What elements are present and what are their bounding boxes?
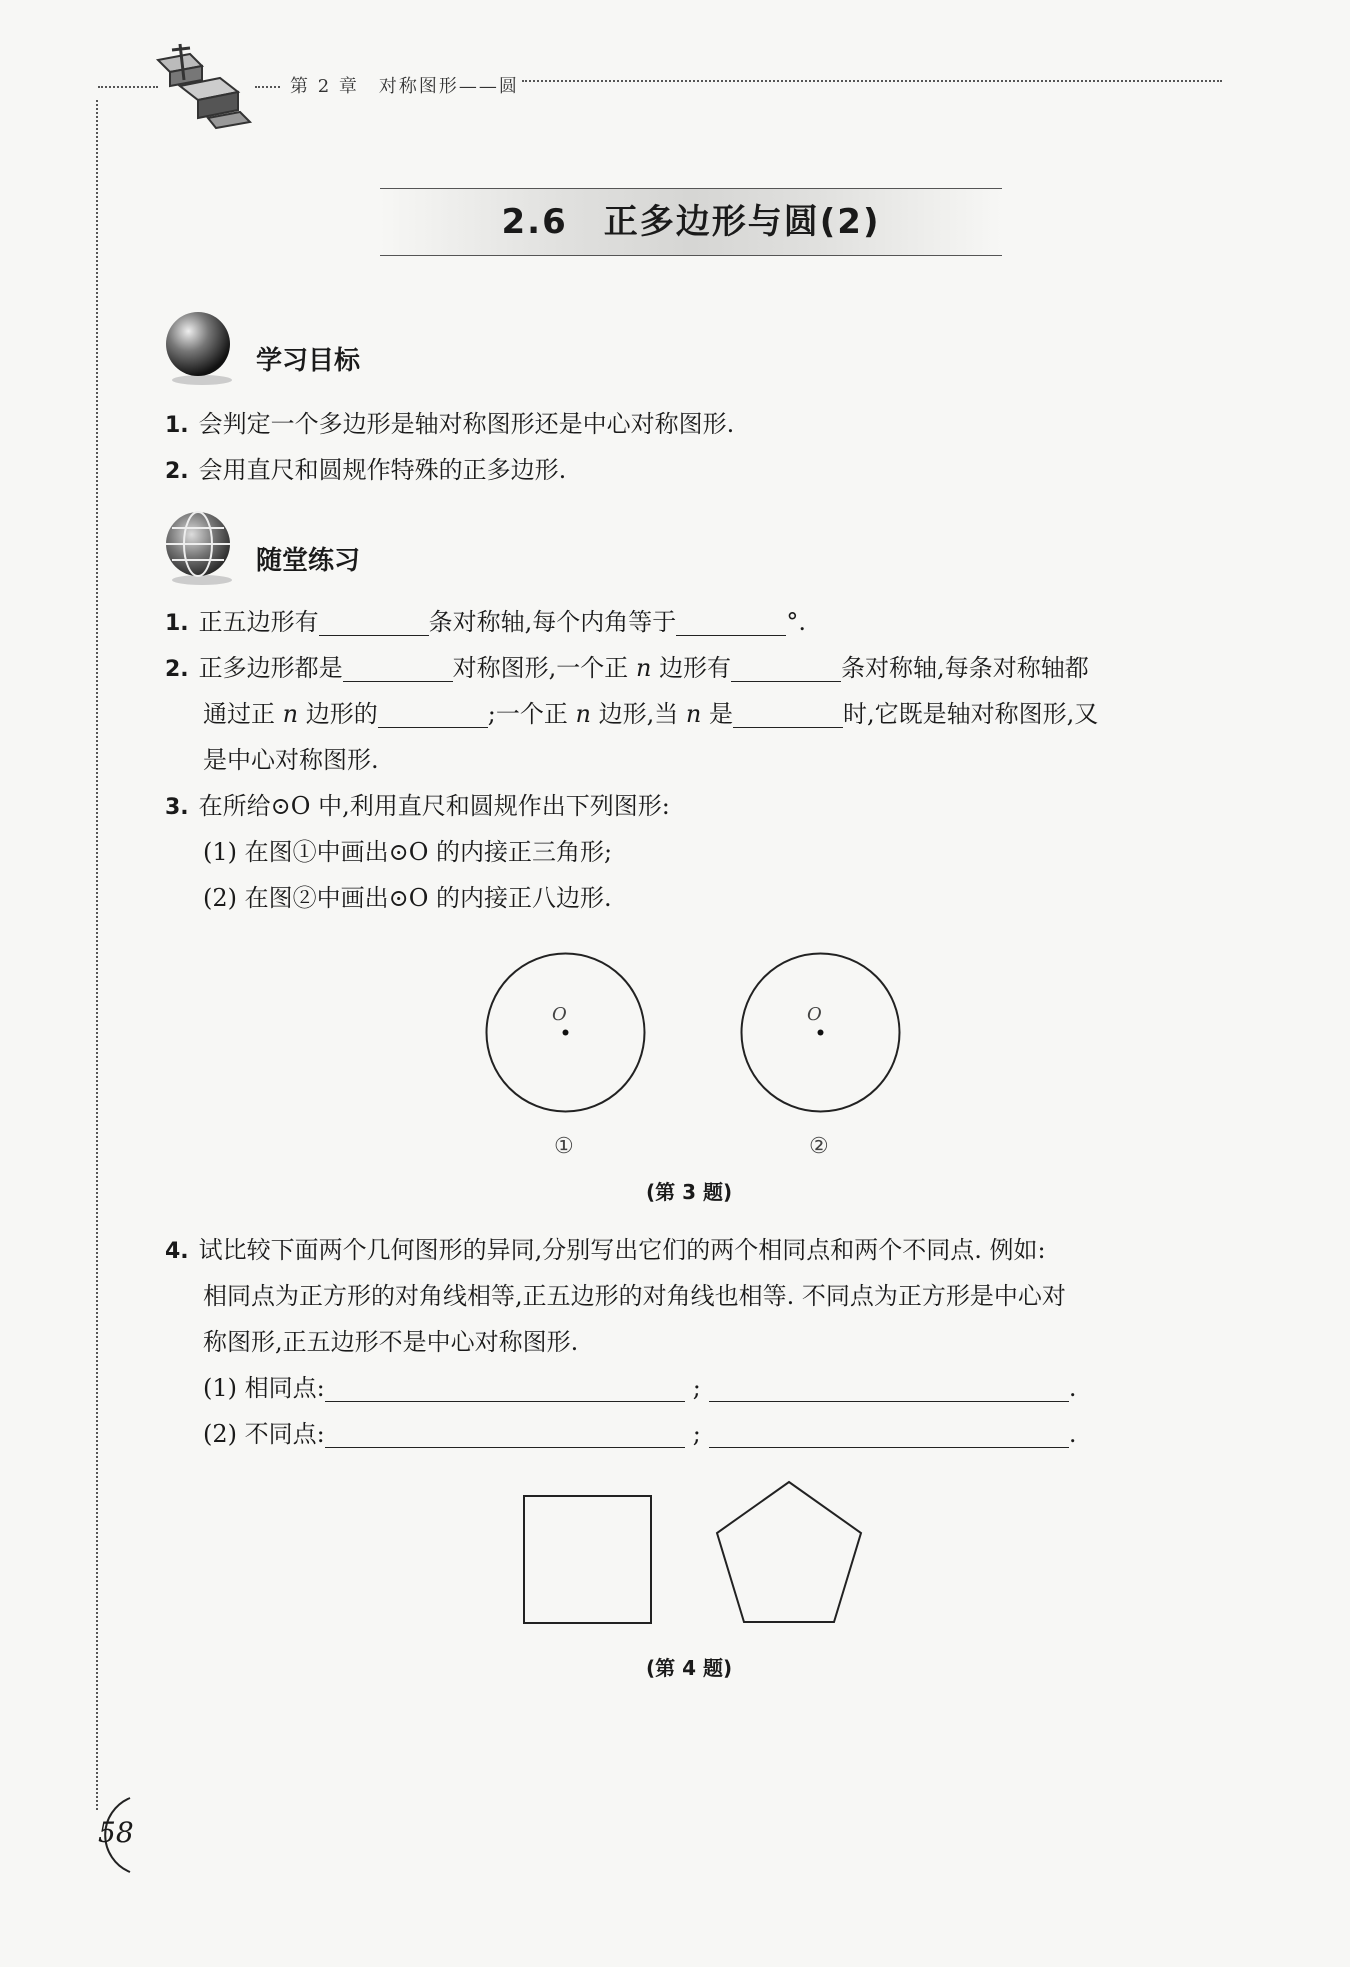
q2-blank-1[interactable] [343,651,453,682]
q2-blank-2[interactable] [731,651,841,682]
objective-2 [165,447,566,495]
objective-2-text: 会用直尺和圆规作特殊的正多边形. [198,456,567,484]
q4-num: 4. [165,1239,189,1264]
q2-num: 2. [165,657,189,682]
q4-same-blank-1[interactable] [325,1371,685,1402]
q3-figure-1-circle [483,950,648,1115]
q4-sub1-semicolon: ; [692,1374,701,1402]
q4-caption: (第 4 题) [646,1656,733,1680]
sphere-icon [160,308,240,388]
section-title-banner [380,188,1002,256]
q2-l1d: 条对称轴,每条对称轴都 [841,654,1089,682]
q1-num: 1. [165,611,189,636]
q2-l1a: 正多边形都是 [198,654,343,682]
q2-n-3: n [575,700,591,728]
q3-sub-2: (2) 在图②中画出⊙O 的内接正八边形. [203,884,612,912]
header-rule-left [98,86,158,88]
q2-n-2: n [282,700,299,728]
q4-diff-blank-1[interactable] [325,1417,685,1448]
q2-blank-3[interactable] [378,697,488,728]
practice-heading: 随堂练习 [256,546,361,576]
books-logo-icon [150,40,260,130]
objective-1-num: 1. [165,413,189,438]
q4-sub2-period: . [1068,1420,1077,1448]
q4-diff-blank-2[interactable] [709,1417,1069,1448]
q2-l1b: 对称图形,一个正 [452,654,629,682]
q2-l2a: 通过正 [203,700,275,728]
q4-square-figure [520,1492,655,1627]
question-4-line-1 [165,1227,1046,1275]
q4-pentagon-figure [712,1478,866,1628]
objective-1-text: 会判定一个多边形是轴对称图形还是中心对称图形. [198,410,735,438]
q1-text-c: °. [786,608,806,636]
q2-l1c: 边形有 [659,654,732,682]
q3-sub-1: (1) 在图①中画出⊙O 的内接正三角形; [203,838,613,866]
q2-l2c: ;一个正 [487,700,568,728]
q2-l2d: 边形,当 [598,700,679,728]
q2-n-4: n [685,700,702,728]
q3-fig2-label: ② [809,1134,829,1159]
objective-1 [165,401,734,449]
q4-sub-1 [203,1365,1076,1411]
q2-l2f: 时,它既是轴对称图形,又 [842,700,1099,728]
question-4-line-3: 称图形,正五边形不是中心对称图形. [203,1328,579,1356]
question-1 [165,599,806,647]
q3-text: 在所给⊙O 中,利用直尺和圆规作出下列图形: [198,792,670,820]
page-number: 58 [98,1816,134,1849]
q3-num: 3. [165,795,189,820]
q4-sub2-label: (2) 不同点: [203,1420,325,1448]
header-rule-right [522,80,1222,82]
q1-text-b: 条对称轴,每个内角等于 [428,608,677,636]
q3-caption: (第 3 题) [646,1180,733,1204]
q3-fig1-label: ① [554,1134,574,1159]
section-title: 2.6 正多边形与圆(2) [501,202,881,242]
q2-l2b: 边形的 [305,700,378,728]
q2-l3: 是中心对称图形. [203,746,379,774]
q4-sub-2 [203,1411,1076,1457]
q4-l1: 试比较下面两个几何图形的异同,分别写出它们的两个相同点和两个不同点. 例如: [198,1236,1046,1264]
question-2-line-2 [203,691,1098,737]
page-margin-rule [96,100,98,1810]
q4-sub1-label: (1) 相同点: [203,1374,325,1402]
objective-2-num: 2. [165,459,189,484]
q4-sub1-period: . [1068,1374,1077,1402]
question-2-line-3 [203,737,379,783]
q1-text-a: 正五边形有 [198,608,319,636]
objectives-heading: 学习目标 [256,346,361,376]
question-3 [165,783,670,831]
q2-n-1: n [635,654,652,682]
header-rule-mid [255,86,280,88]
q4-same-blank-2[interactable] [709,1371,1069,1402]
globe-icon [160,508,240,588]
question-4-line-2: 相同点为正方形的对角线相等,正五边形的对角线也相等. 不同点为正方形是中心对 [203,1282,1066,1310]
q3-fig1-center-label: O [552,1004,567,1025]
q2-blank-4[interactable] [733,697,843,728]
q4-sub2-semicolon: ; [692,1420,701,1448]
q1-blank-angle[interactable] [676,605,786,636]
question-2-line-1 [165,645,1089,693]
q3-fig2-center-label: O [807,1004,822,1025]
chapter-header: 第 2 章 对称图形——圆 [290,76,519,97]
q3-figure-2-circle [738,950,903,1115]
q1-blank-axes[interactable] [319,605,429,636]
q2-l2e: 是 [708,700,733,728]
